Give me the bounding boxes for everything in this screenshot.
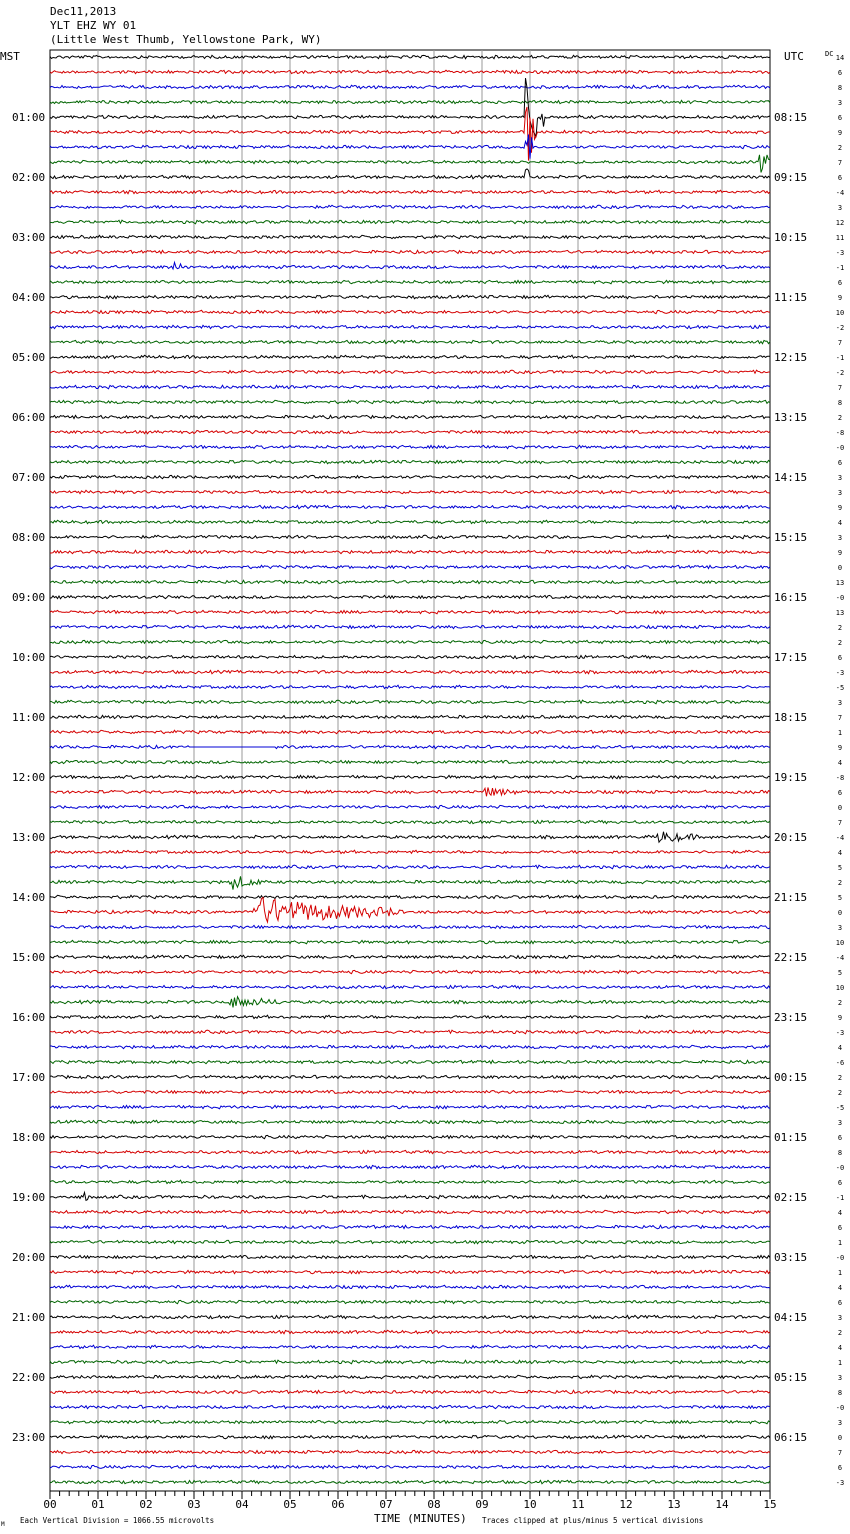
dc-offset-label: -0 [835, 1404, 845, 1412]
mst-hour-label: 12:00 [12, 771, 46, 784]
x-tick-label: 15 [763, 1498, 777, 1511]
dc-offset-label: 3 [837, 699, 843, 707]
x-axis-title: TIME (MINUTES) [374, 1512, 467, 1525]
dc-offset-label: -1 [835, 354, 845, 362]
trace-row-48 [50, 775, 770, 778]
trace-row-35 [50, 580, 770, 583]
dc-offset-label: 3 [837, 1374, 843, 1382]
dc-offset-label: -0 [835, 1254, 845, 1262]
trace-row-71 [50, 1120, 770, 1123]
trace-row-32 [50, 535, 770, 539]
dc-offset-label: 2 [837, 639, 843, 647]
dc-offset-label: 14 [835, 54, 845, 62]
trace-row-61 [50, 970, 770, 973]
trace-row-37 [50, 610, 770, 613]
mst-hour-label: 14:00 [12, 891, 46, 904]
trace-row-65 [50, 1030, 770, 1034]
mst-axis-title: MST [0, 50, 20, 63]
utc-hour-label: 00:15 [774, 1071, 808, 1084]
x-tick-label: 08 [427, 1498, 441, 1511]
trace-row-21 [50, 370, 770, 373]
dc-offset-label: 11 [835, 234, 845, 242]
header-date: Dec11,2013 [50, 5, 117, 18]
mst-hour-label: 10:00 [12, 651, 46, 664]
trace-row-10 [50, 205, 770, 208]
trace-row-50 [50, 805, 770, 808]
dc-offset-label: 6 [837, 114, 843, 122]
dc-offset-label: -2 [835, 369, 845, 377]
mst-hour-label: 07:00 [12, 471, 46, 484]
dc-offset-label: -0 [835, 444, 845, 452]
dc-offset-label: 3 [837, 474, 843, 482]
header-location: (Little West Thumb, Yellowstone Park, WY) [50, 33, 322, 46]
trace-row-40 [50, 655, 770, 658]
dc-offset-label: 2 [837, 1329, 843, 1337]
dc-offset-label: 5 [837, 864, 843, 872]
utc-hour-label: 02:15 [774, 1191, 808, 1204]
dc-offset-label: 4 [837, 1284, 843, 1292]
utc-hour-label: 17:15 [774, 651, 808, 664]
dc-offset-label: 6 [837, 1464, 843, 1472]
utc-hour-label: 22:15 [774, 951, 808, 964]
trace-row-1 [50, 70, 770, 73]
trace-row-92 [50, 1435, 770, 1438]
dc-offset-label: 0 [837, 804, 843, 812]
trace-row-55 [50, 876, 770, 889]
trace-row-33 [50, 550, 770, 553]
dc-offset-label: 7 [837, 384, 843, 392]
dc-offset-label: -3 [835, 1029, 845, 1037]
trace-row-53 [50, 850, 770, 853]
dc-offset-label: 6 [837, 459, 843, 467]
trace-row-87 [50, 1360, 770, 1364]
x-tick-label: 01 [91, 1498, 105, 1511]
dc-offset-label: 9 [837, 504, 843, 512]
trace-row-58 [50, 925, 770, 928]
dc-offset-label: 3 [837, 489, 843, 497]
dc-offset-label: 3 [837, 924, 843, 932]
mst-hour-label: 03:00 [12, 231, 46, 244]
dc-offset-label: -8 [835, 774, 845, 782]
trace-group [50, 55, 770, 1484]
trace-row-41 [50, 670, 770, 674]
trace-row-45 [50, 730, 770, 733]
trace-row-64 [50, 1015, 770, 1018]
dc-offset-label: -5 [835, 684, 845, 692]
trace-row-94 [50, 1465, 770, 1468]
trace-row-11 [50, 220, 770, 224]
dc-offset-label: 2 [837, 624, 843, 632]
trace-row-60 [50, 955, 770, 958]
mst-hour-label: 04:00 [12, 291, 46, 304]
trace-row-52 [50, 832, 770, 843]
utc-hour-label: 06:15 [774, 1431, 808, 1444]
x-axis [43, 1491, 776, 1511]
trace-row-26 [50, 445, 770, 448]
dc-offset-label: -4 [835, 189, 845, 197]
mst-hour-label: 20:00 [12, 1251, 46, 1264]
mst-hour-label: 02:00 [12, 171, 46, 184]
mst-hour-label: 11:00 [12, 711, 46, 724]
dc-offset-label: -2 [835, 324, 845, 332]
dc-offset-label: 1 [837, 729, 843, 737]
dc-offset-label: 2 [837, 879, 843, 887]
trace-row-17 [50, 310, 770, 313]
trace-row-30 [50, 505, 770, 509]
dc-offset-label: 6 [837, 69, 843, 77]
trace-row-20 [50, 355, 770, 358]
utc-hour-label: 13:15 [774, 411, 808, 424]
trace-row-25 [50, 430, 770, 433]
trace-row-95 [50, 1480, 770, 1484]
trace-row-44 [50, 715, 770, 718]
trace-row-67 [50, 1060, 770, 1063]
dc-offset-label: 9 [837, 1014, 843, 1022]
dc-offset-label: 1 [837, 1239, 843, 1247]
dc-offset-label: 3 [837, 204, 843, 212]
dc-offset-label: 3 [837, 1119, 843, 1127]
dc-offset-label: 6 [837, 174, 843, 182]
x-tick-label: 04 [235, 1498, 249, 1511]
utc-hour-label: 05:15 [774, 1371, 808, 1384]
trace-row-49 [50, 788, 770, 797]
trace-row-66 [50, 1045, 770, 1048]
x-tick-label: 06 [331, 1498, 345, 1511]
dc-offset-label: 6 [837, 279, 843, 287]
dc-offset-label: 7 [837, 714, 843, 722]
dc-offset-label: -4 [835, 834, 845, 842]
mst-hour-label: 19:00 [12, 1191, 46, 1204]
dc-offset-label: 2 [837, 1089, 843, 1097]
trace-row-31 [50, 520, 770, 523]
mst-hour-label: 17:00 [12, 1071, 46, 1084]
dc-offset-label: 12 [835, 219, 845, 227]
trace-row-79 [50, 1240, 770, 1243]
dc-offset-label: 2 [837, 414, 843, 422]
dc-offset-label: 1 [837, 1269, 843, 1277]
trace-row-36 [50, 595, 770, 598]
dc-offset-label: -5 [835, 1104, 845, 1112]
mst-hour-label: 22:00 [12, 1371, 46, 1384]
trace-row-24 [50, 415, 770, 418]
mst-hour-label: 23:00 [12, 1431, 46, 1444]
utc-hour-label: 03:15 [774, 1251, 808, 1264]
utc-hour-label: 10:15 [774, 231, 808, 244]
dc-offset-label: 7 [837, 1449, 843, 1457]
trace-row-42 [50, 685, 770, 688]
dc-offset-label: 8 [837, 84, 843, 92]
trace-row-84 [50, 1315, 770, 1319]
dc-offset-label: 13 [835, 579, 845, 587]
dc-offset-label: 4 [837, 1044, 843, 1052]
dc-offset-label: -1 [835, 1194, 845, 1202]
trace-row-22 [50, 385, 770, 389]
trace-row-69 [50, 1090, 770, 1093]
mst-hour-label: 16:00 [12, 1011, 46, 1024]
trace-row-81 [50, 1270, 770, 1274]
dc-offset-label: -4 [835, 954, 845, 962]
trace-row-9 [50, 190, 770, 194]
dc-offset-label: -3 [835, 249, 845, 257]
x-tick-label: 07 [379, 1498, 393, 1511]
mst-hour-label: 21:00 [12, 1311, 46, 1324]
trace-row-5 [50, 107, 770, 161]
trace-row-0 [50, 55, 770, 58]
mst-hour-label: 05:00 [12, 351, 46, 364]
dc-offset-label: 4 [837, 1344, 843, 1352]
utc-hour-label: 19:15 [774, 771, 808, 784]
dc-offset-label: 7 [837, 339, 843, 347]
dc-offset-label: 4 [837, 1209, 843, 1217]
trace-row-2 [50, 85, 770, 89]
mst-hour-label: 13:00 [12, 831, 46, 844]
trace-row-34 [50, 565, 770, 568]
dc-offset-label: 8 [837, 399, 843, 407]
utc-hour-label: 15:15 [774, 531, 808, 544]
utc-hour-label: 04:15 [774, 1311, 808, 1324]
dc-offset-label: 0 [837, 1434, 843, 1442]
x-tick-label: 14 [715, 1498, 729, 1511]
dc-offset-label: -3 [835, 669, 845, 677]
trace-row-82 [50, 1285, 770, 1288]
header-station: YLT EHZ WY 01 [50, 19, 137, 32]
utc-hour-label: 21:15 [774, 891, 808, 904]
clip-note: Traces clipped at plus/minus 5 vertical divisions [482, 1516, 704, 1525]
dc-offset-label: 6 [837, 654, 843, 662]
dc-offset-label: 13 [835, 609, 845, 617]
trace-row-72 [50, 1135, 770, 1138]
trace-row-75 [50, 1180, 770, 1183]
dc-offset-label: 2 [837, 999, 843, 1007]
trace-row-23 [50, 400, 770, 403]
trace-row-86 [50, 1345, 770, 1348]
trace-row-13 [50, 250, 770, 253]
mst-hour-label: 15:00 [12, 951, 46, 964]
trace-row-43 [50, 700, 770, 704]
dc-offset-label: -0 [835, 1164, 845, 1172]
utc-hour-label: 01:15 [774, 1131, 808, 1144]
trace-row-78 [50, 1225, 770, 1228]
dc-offset-label: 0 [837, 564, 843, 572]
trace-row-12 [50, 235, 770, 238]
dc-offset-label: 7 [837, 819, 843, 827]
dc-offset-label: 5 [837, 969, 843, 977]
dc-offset-label: 5 [837, 894, 843, 902]
trace-row-54 [50, 865, 770, 869]
x-tick-label: 11 [571, 1498, 585, 1511]
trace-row-57 [50, 897, 770, 922]
utc-hour-label: 08:15 [774, 111, 808, 124]
x-tick-label: 10 [523, 1498, 537, 1511]
mst-hour-label: 01:00 [12, 111, 46, 124]
dc-offset-label: -6 [835, 1059, 845, 1067]
trace-row-90 [50, 1405, 770, 1408]
trace-row-59 [50, 940, 770, 943]
dc-offset-label: 9 [837, 129, 843, 137]
utc-hour-label: 11:15 [774, 291, 808, 304]
trace-row-56 [50, 895, 770, 898]
trace-row-27 [50, 460, 770, 463]
dc-offset-label: 6 [837, 1179, 843, 1187]
trace-row-38 [50, 625, 770, 628]
dc-offset-label: -3 [835, 1479, 845, 1487]
dc-offset-label: 2 [837, 144, 843, 152]
trace-row-83 [50, 1300, 770, 1303]
dc-offset-label: 8 [837, 1389, 843, 1397]
mst-hour-label: 18:00 [12, 1131, 46, 1144]
utc-hour-label: 23:15 [774, 1011, 808, 1024]
x-tick-label: 02 [139, 1498, 153, 1511]
x-tick-label: 12 [619, 1498, 633, 1511]
x-tick-label: 13 [667, 1498, 681, 1511]
x-tick-label: 09 [475, 1498, 489, 1511]
trace-row-29 [50, 490, 770, 493]
trace-row-70 [50, 1105, 770, 1108]
mst-hour-label: 06:00 [12, 411, 46, 424]
dc-offset-label: 1 [837, 1359, 843, 1367]
scale-note: Each Vertical Division = 1066.55 microvolts [20, 1516, 215, 1525]
dc-offset-label: 6 [837, 1299, 843, 1307]
trace-row-16 [50, 295, 770, 298]
trace-row-73 [50, 1150, 770, 1154]
trace-row-7 [50, 155, 770, 173]
dc-offset-label: 4 [837, 519, 843, 527]
utc-hour-label: 16:15 [774, 591, 808, 604]
dc-offset-label: -1 [835, 264, 845, 272]
dc-offset-label: 6 [837, 1224, 843, 1232]
dc-offset-label: 3 [837, 1419, 843, 1427]
trace-row-77 [50, 1210, 770, 1213]
dc-offset-label: 3 [837, 534, 843, 542]
trace-row-76 [50, 1193, 770, 1201]
trace-row-15 [50, 280, 770, 283]
mst-hour-label: 08:00 [12, 531, 46, 544]
trace-row-89 [50, 1390, 770, 1393]
dc-offset-label: 9 [837, 744, 843, 752]
trace-row-85 [50, 1330, 770, 1333]
dc-offset-label: 2 [837, 1074, 843, 1082]
dc-offset-label: 4 [837, 849, 843, 857]
utc-hour-label: 20:15 [774, 831, 808, 844]
dc-offset-label: 6 [837, 789, 843, 797]
dc-offset-label: 4 [837, 759, 843, 767]
trace-row-3 [50, 100, 770, 103]
dc-offset-label: 0 [837, 909, 843, 917]
trace-row-28 [50, 475, 770, 478]
dc-offset-label: 6 [837, 1134, 843, 1142]
trace-row-14 [50, 262, 770, 269]
trace-row-91 [50, 1420, 770, 1423]
trace-row-68 [50, 1075, 770, 1078]
dc-column-title: DC [825, 50, 834, 58]
trace-row-88 [50, 1375, 770, 1378]
x-tick-label: 05 [283, 1498, 297, 1511]
x-tick-label: 00 [43, 1498, 57, 1511]
x-tick-label: 03 [187, 1498, 201, 1511]
trace-row-62 [50, 985, 770, 988]
dc-offset-label: 9 [837, 294, 843, 302]
dc-offset-label: -8 [835, 429, 845, 437]
trace-row-39 [50, 640, 770, 643]
dc-offset-label: -0 [835, 594, 845, 602]
dc-offset-label: 3 [837, 99, 843, 107]
dc-offset-label: 10 [835, 939, 845, 947]
dc-offset-label: 7 [837, 159, 843, 167]
trace-row-8 [50, 169, 770, 179]
trace-row-46 [50, 745, 770, 748]
dc-offset-label: 9 [837, 549, 843, 557]
dc-offset-label: 10 [835, 309, 845, 317]
trace-row-6 [50, 135, 770, 159]
utc-axis-title: UTC [784, 50, 804, 63]
utc-hour-label: 09:15 [774, 171, 808, 184]
trace-row-47 [50, 760, 770, 763]
dc-offset-label: 3 [837, 1314, 843, 1322]
trace-row-74 [50, 1165, 770, 1168]
mst-hour-label: 09:00 [12, 591, 46, 604]
dc-offset-label: 10 [835, 984, 845, 992]
trace-row-93 [50, 1450, 770, 1453]
trace-row-19 [50, 340, 770, 344]
utc-hour-label: 12:15 [774, 351, 808, 364]
trace-row-63 [50, 997, 770, 1008]
utc-hour-label: 14:15 [774, 471, 808, 484]
dc-offset-label: 8 [837, 1149, 843, 1157]
corner-mark: M [1, 1521, 5, 1528]
utc-hour-label: 18:15 [774, 711, 808, 724]
trace-row-80 [50, 1255, 770, 1258]
trace-row-18 [50, 325, 770, 328]
trace-row-51 [50, 820, 770, 823]
